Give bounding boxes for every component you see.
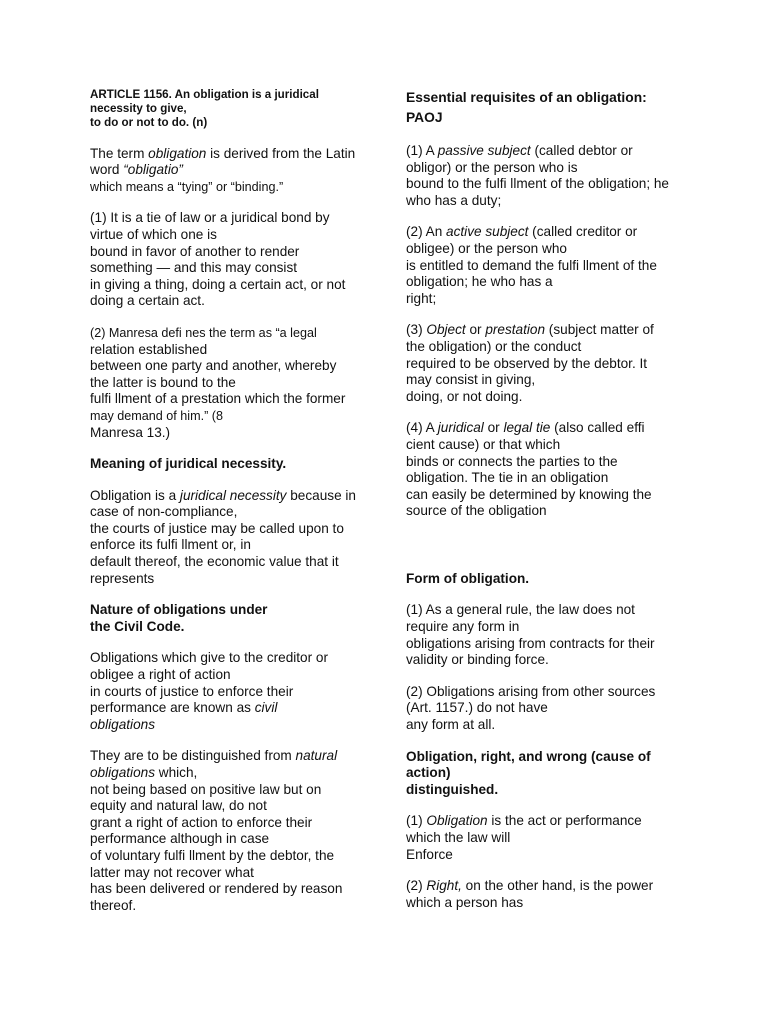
nature-heading: Nature of obligations under the Civil Code. [90,602,268,634]
form-paragraph-1: (1) As a general rule, the law does not require any form in obligations arising from contracts for their validity or binding force. [406,602,655,668]
distinguished-heading: Obligation, right, and wrong (cause of action) distinguished. [406,748,651,797]
right-column [406,88,668,911]
left-column [90,88,372,914]
form-paragraph-2: (2) Obligations arising from other sources (Art. 1157.) do not have any form at all. [406,683,656,733]
manresa-paragraph: (2) Manresa defi nes the term as “a legal relation established between one party and another, whereby the latter is bound to the fulfi llment of a prestation which the former may demand of him.” (8 Manresa 13.) [90,325,346,440]
tie-paragraph: (1) It is a tie of law or a juridical bond by virtue of which one is bound in favor of another to render something — and this may consist in giving a thing, doing a certain act, or not doing a certain act. [90,210,346,309]
necessity-paragraph: Obligation is a juridical necessity because in case of non-compliance, the courts of justice may be called upon to enforce its fulfi llment or, in default thereof, the economic value that it represents [90,487,356,586]
civil-obligations-paragraph: Obligations which give to the creditor or obligee a right of action in courts of justice to enforce their performance are known as civil obligations [90,650,329,732]
active-subject-paragraph: (2) An active subject (called creditor or obligee) or the person who is entitled to demand the fulfi llment of the obligation; he who has a right; [406,224,657,306]
requisites-heading: Essential requisites of an obligation: PAOJ [406,90,647,125]
natural-obligations-paragraph: They are to be distinguished from natural obligations which, not being based on positive law but on equity and natural law, do not grant a right of action to enforce their performance although in case of voluntary fulfi llment by the debtor, the latter may not recover what has been delivered or rendered by reason thereof. [90,748,343,913]
meaning-heading: Meaning of juridical necessity. [90,456,287,472]
term-paragraph: The term obligation is derived from the Latin word “obligatio” which means a “tying” or “binding.” [90,145,356,194]
article-heading: ARTICLE 1156. An obligation is a juridical necessity to give, to do or not to do. (n) [90,88,319,130]
right-definition: (2) Right, on the other hand, is the power which a person has [406,878,654,910]
passive-subject-paragraph: (1) A passive subject (called debtor or obligor) or the person who is bound to the fulfi llment of the obligation; he who has a duty; [406,143,669,208]
object-prestation-paragraph: (3) Object or prestation (subject matter of the obligation) or the conduct required to be observed by the debtor. It may consist in giving, doing, or not doing. [406,322,654,404]
juridical-tie-paragraph: (4) A juridical or legal tie (also called effi cient cause) or that which binds or connects the parties to the obligation. The tie in an obligation can easily be determined by knowing the source of the obligation [406,420,652,519]
obligation-definition: (1) Obligation is the act or performance which the law will Enforce [406,813,642,862]
form-heading: Form of obligation. [406,570,530,586]
